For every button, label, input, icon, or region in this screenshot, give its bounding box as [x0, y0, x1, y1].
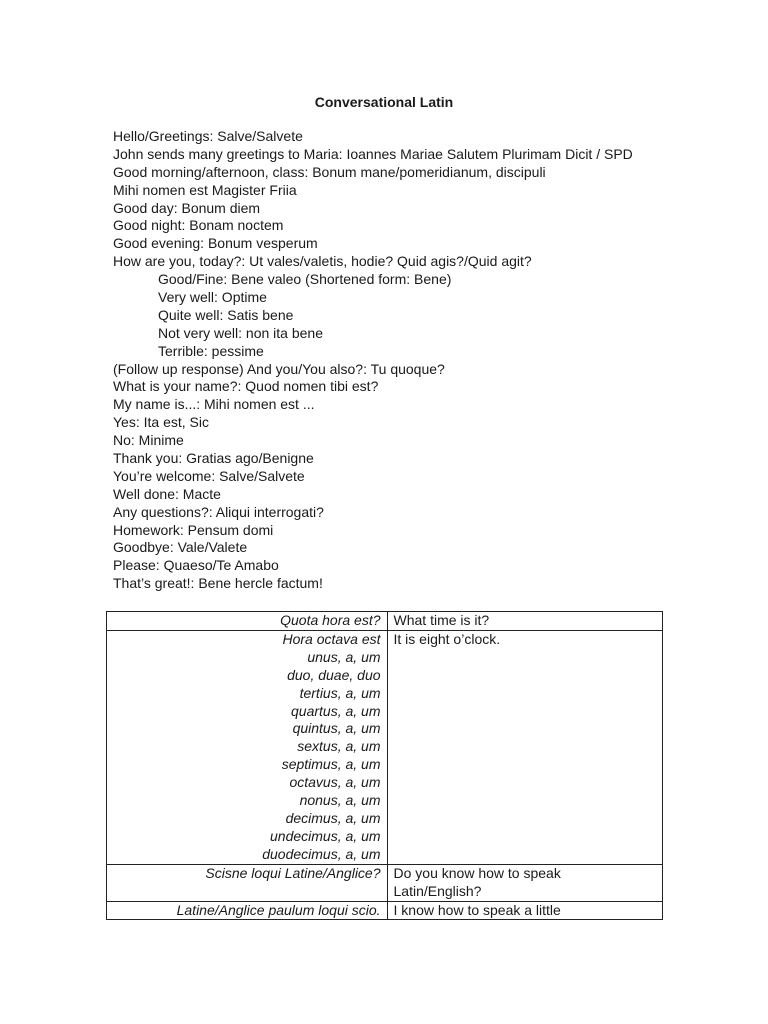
phrase-line: No: Minime	[113, 432, 184, 449]
phrase-line: That’s great!: Bene hercle factum!	[113, 575, 323, 592]
latin-text: duodecimus, a, um	[262, 845, 381, 862]
phrase-line: Good night: Bonam noctem	[113, 217, 284, 234]
page-title: Conversational Latin	[314, 94, 454, 110]
phrase-line: John sends many greetings to Maria: Ioannes Mariae Salutem Plurimam Dicit / SPD	[113, 145, 633, 162]
latin-text: unus, a, um	[307, 648, 381, 665]
phrase-line: Goodbye: Vale/Valete	[113, 539, 248, 556]
english-text: It is eight o’clock.	[393, 630, 501, 647]
phrase-line: How are you, today?: Ut vales/valetis, hodie? Quid agis?/Quid agit?	[113, 253, 532, 270]
latin-text: Latine/Anglice paulum loqui scio.	[176, 901, 381, 918]
latin-text: Quota hora est?	[280, 612, 381, 628]
table-row	[107, 630, 663, 864]
phrase-line: Any questions?: Aliqui interrogati?	[113, 503, 324, 520]
phrase-line: What is your name?: Quod nomen tibi est?	[113, 378, 379, 395]
phrase-line: Good day: Bonum diem	[113, 199, 261, 216]
phrase-line: Thank you: Gratias ago/Benigne	[113, 450, 314, 467]
phrase-line: Not very well: non ita bene	[158, 324, 323, 341]
latin-text: Hora octava est	[282, 630, 381, 647]
latin-text: sextus, a, um	[297, 738, 381, 755]
latin-cell	[107, 612, 388, 631]
english-text: Do you know how to speak	[393, 864, 561, 881]
phrase-line: Very well: Optime	[158, 289, 267, 306]
latin-cell	[107, 901, 388, 920]
english-text: I know how to speak a little	[393, 901, 561, 918]
latin-text: duo, duae, duo	[287, 666, 381, 683]
english-text: Latin/English?	[393, 882, 482, 899]
english-cell	[387, 864, 662, 901]
table-row	[107, 901, 663, 920]
table-row	[107, 612, 663, 631]
phrase-line: Terrible: pessime	[158, 342, 264, 359]
english-cell	[387, 901, 662, 920]
phrase-line: My name is...: Mihi nomen est ...	[113, 396, 315, 413]
phrase-line: Mihi nomen est Magister Friia	[113, 181, 297, 198]
latin-text: quintus, a, um	[292, 720, 381, 737]
english-cell	[387, 612, 662, 631]
phrase-list	[113, 128, 733, 593]
latin-cell	[107, 630, 388, 864]
table-row	[107, 864, 663, 901]
latin-text: undecimus, a, um	[270, 827, 381, 844]
phrase-line: Quite well: Satis bene	[158, 306, 294, 323]
phrase-line: Homework: Pensum domi	[113, 521, 274, 538]
latin-text: tertius, a, um	[299, 684, 381, 701]
phrase-line: Please: Quaeso/Te Amabo	[113, 557, 279, 574]
phrase-line: Good morning/afternoon, class: Bonum mane/pomeridianum, discipuli	[113, 163, 546, 180]
latin-text: septimus, a, um	[281, 756, 381, 773]
phrase-line: Well done: Macte	[113, 485, 221, 502]
latin-text: nonus, a, um	[299, 792, 381, 809]
phrase-line: You’re welcome: Salve/Salvete	[113, 467, 305, 484]
english-cell	[387, 630, 662, 864]
phrase-line: Yes: Ita est, Sic	[113, 414, 209, 431]
latin-text: quartus, a, um	[291, 702, 381, 719]
latin-text: octavus, a, um	[289, 774, 381, 791]
latin-text: Scisne loqui Latine/Anglice?	[205, 864, 381, 881]
phrase-line: Good/Fine: Bene valeo (Shortened form: Bene)	[158, 271, 452, 288]
english-text: What time is it?	[393, 612, 490, 628]
latin-cell	[107, 864, 388, 901]
vocabulary-table	[106, 611, 663, 920]
phrase-line: Hello/Greetings: Salve/Salvete	[113, 128, 303, 144]
latin-text: decimus, a, um	[285, 809, 381, 826]
phrase-line: (Follow up response) And you/You also?: Tu quoque?	[113, 360, 445, 377]
phrase-line: Good evening: Bonum vesperum	[113, 235, 318, 252]
